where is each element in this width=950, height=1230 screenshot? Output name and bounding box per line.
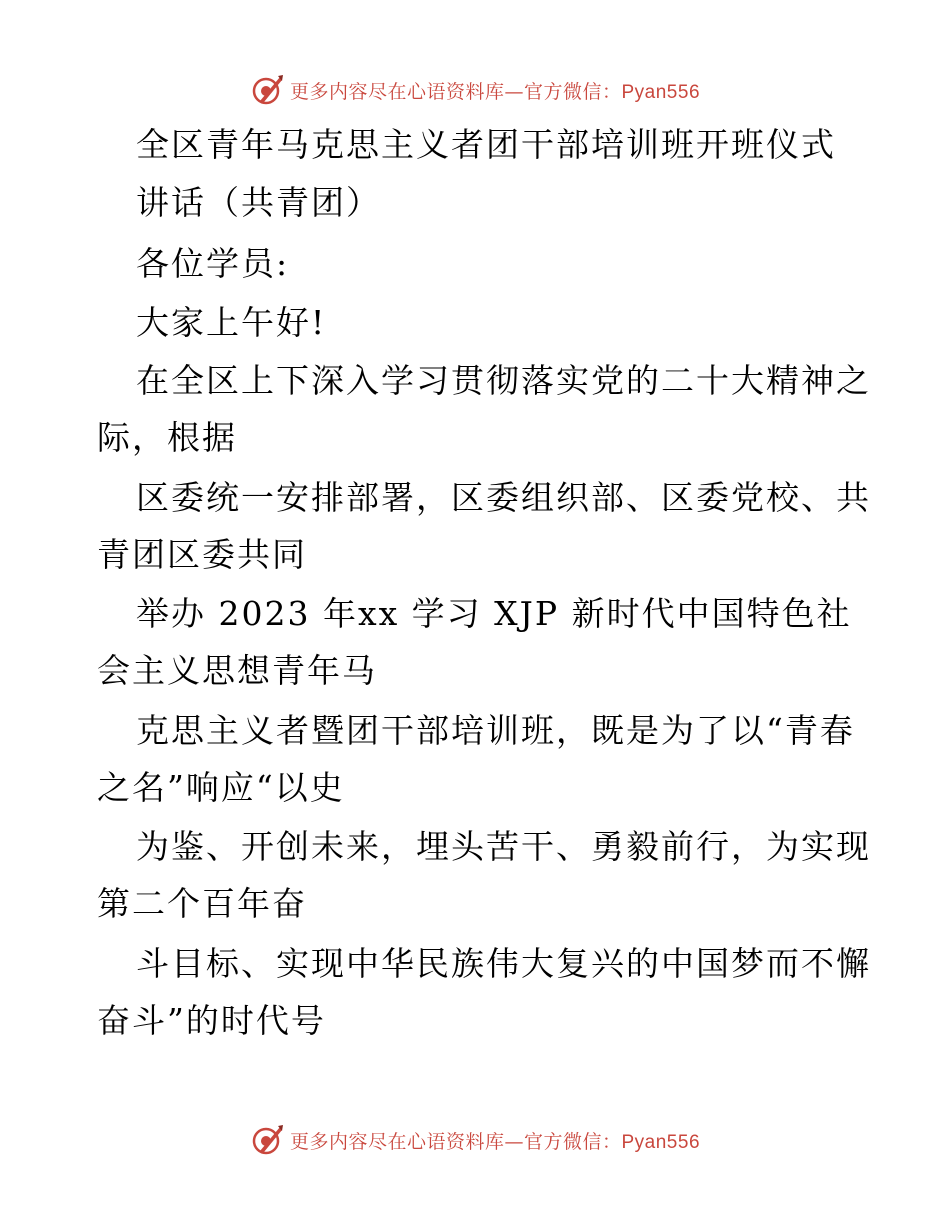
title-line-1: 全区青年马克思主义者团干部培训班开班仪式 [136,125,836,164]
watermark-text: 更多内容尽在心语资料库—官方微信：Pyan556 [289,1130,701,1153]
watermark-contact: Pyan556 [621,1131,701,1153]
paragraph-1-line-1: 在全区上下深入学习贯彻落实党的二十大精神之 [136,361,871,400]
paragraph-5-line-1: 为鉴、开创未来，埋头苦干、勇毅前行，为实现 [136,827,871,866]
paragraph-4-line-1: 克思主义者暨团干部培训班，既是为了以“青春 [136,711,855,750]
paragraph-2-line-1: 区委统一安排部署，区委组织部、区委党校、共 [136,478,871,517]
watermark-text: 更多内容尽在心语资料库—官方微信：Pyan556 [289,80,701,103]
header-watermark [0,70,950,110]
footer-watermark [0,1120,950,1160]
greeting: 大家上午好! [136,303,327,342]
paragraph-5-line-2: 第二个百年奋 [97,884,307,923]
paragraph-6-line-2: 奋斗”的时代号 [97,1001,326,1040]
paragraph-1-line-2: 际，根据 [97,418,237,457]
salutation: 各位学员: [136,244,290,283]
watermark-contact: Pyan556 [621,81,701,103]
quill-seal-icon [250,73,284,107]
paragraph-2-line-2: 青团区委共同 [97,535,307,574]
paragraph-4-line-2: 之名”响应“以史 [97,768,345,807]
title-line-2: 讲话（共青团） [136,183,381,222]
paragraph-3-line-2: 会主义思想青年马 [97,651,377,690]
paragraph-6-line-1: 斗目标、实现中华民族伟大复兴的中国梦而不懈 [136,944,871,983]
paragraph-3-line-1: 举办 2023 年xx 学习 XJP 新时代中国特色社 [136,594,852,633]
quill-seal-icon [250,1123,284,1157]
